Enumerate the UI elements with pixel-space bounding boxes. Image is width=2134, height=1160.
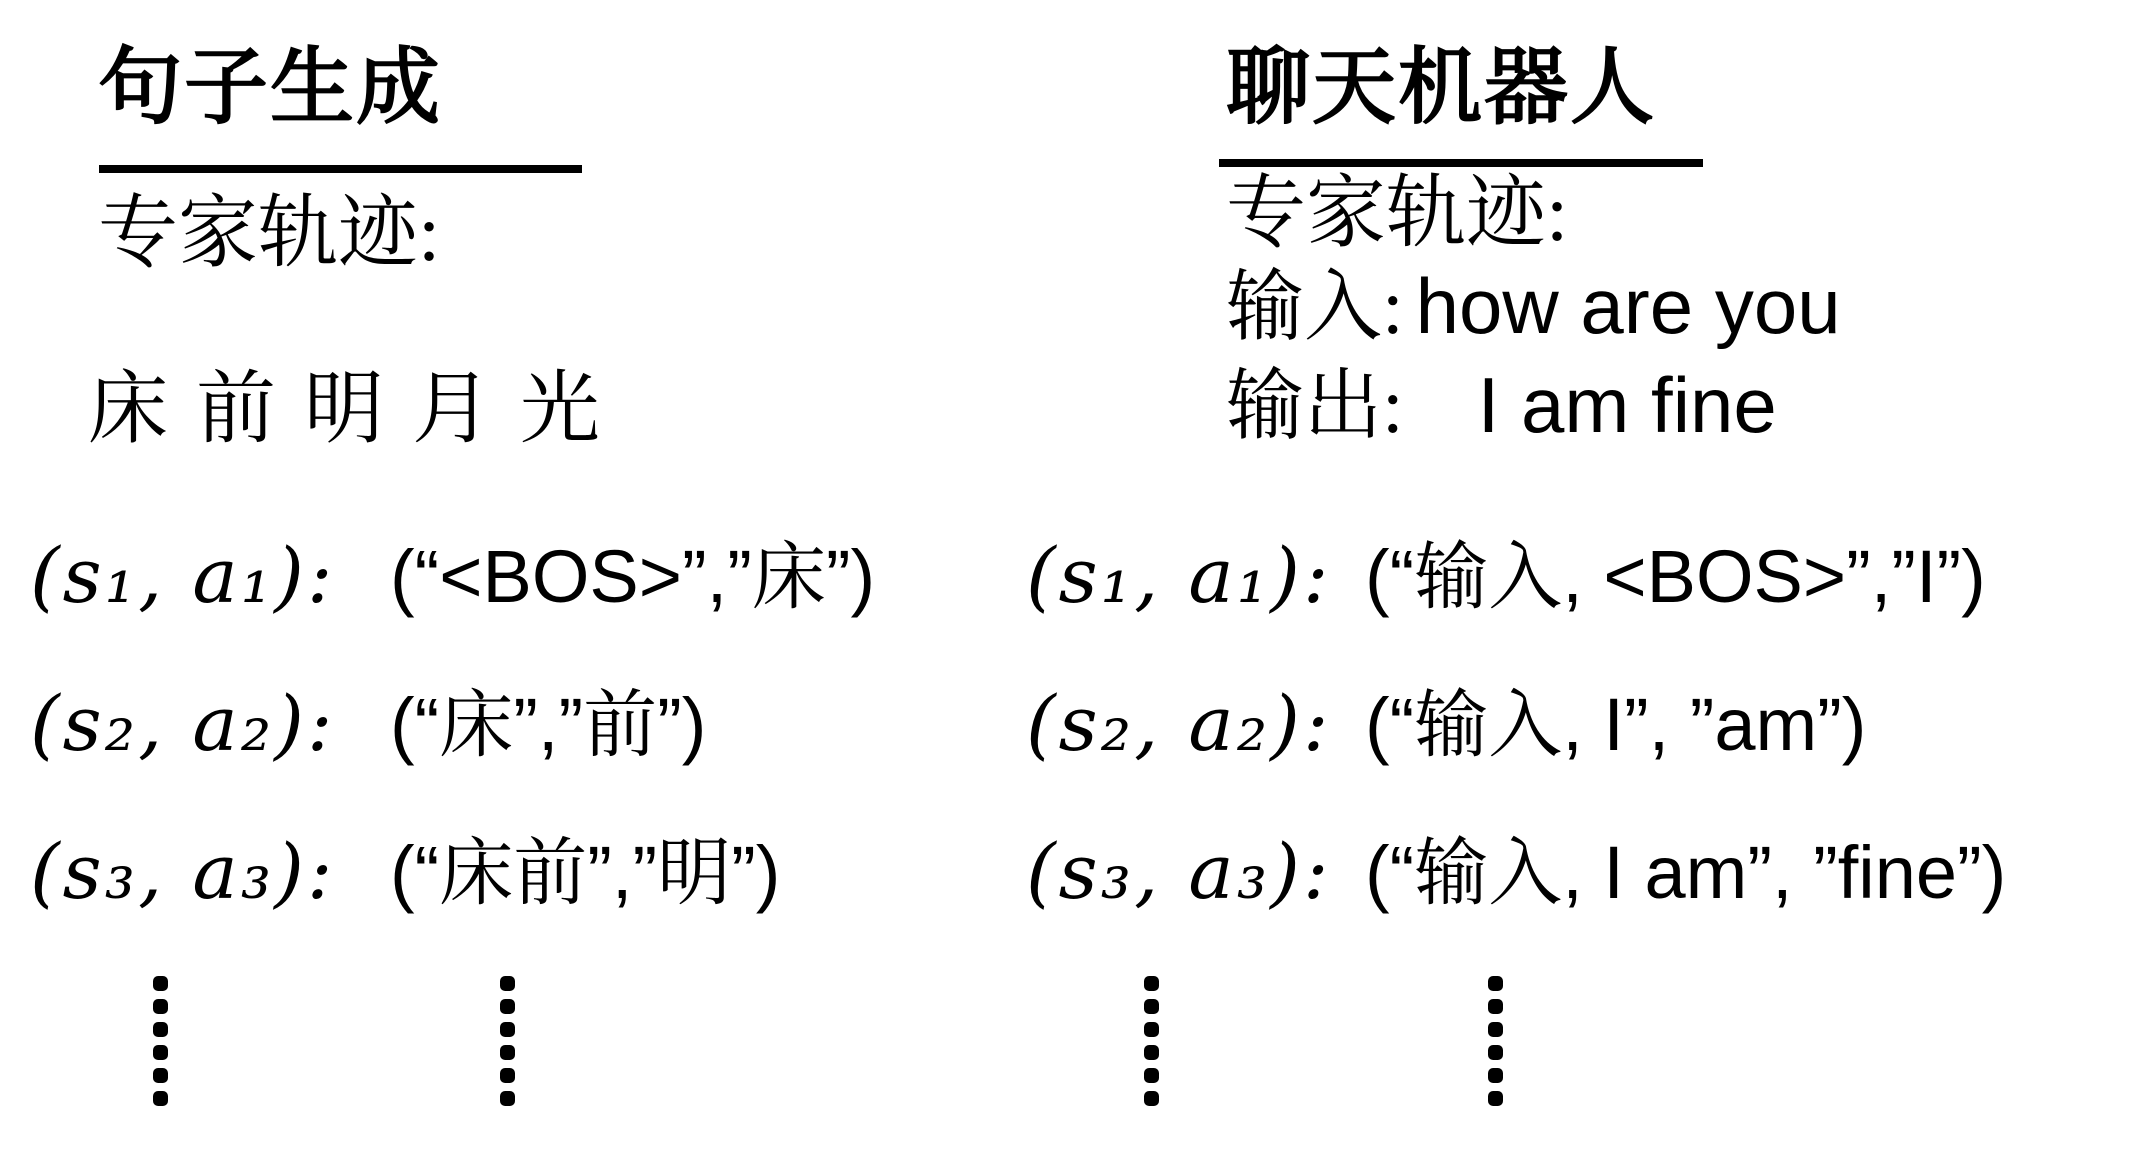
state-action-tuple: (“输入, <BOS>”,”I”) (1365, 535, 1986, 618)
state-action-label: (s₂, a₂): (30, 679, 336, 768)
chatbot-title: 聊天机器人 (1226, 42, 1657, 135)
vertical-ellipsis-icon (500, 976, 515, 1106)
state-action-tuple: (“床前”,”明”) (390, 831, 781, 914)
state-action-label: (s₁, a₁): (1026, 531, 1332, 620)
input-label: 输入: (1226, 263, 1404, 350)
state-action-tuple: (“床”,”前”) (390, 683, 707, 766)
title-underline (99, 165, 582, 173)
output-value: I am fine (1477, 361, 1777, 449)
vertical-ellipsis-icon (153, 976, 168, 1106)
state-action-tuple: (“<BOS>”,”床”) (390, 535, 876, 618)
state-action-label: (s₁, a₁): (30, 531, 336, 620)
input-line (1226, 262, 1841, 350)
vertical-ellipsis-icon (1488, 976, 1503, 1106)
state-action-tuple: (“输入, I am”, ”fine”) (1365, 831, 2007, 914)
input-value: how are you (1415, 262, 1841, 350)
output-label: 输出: (1226, 362, 1404, 449)
vertical-ellipsis-icon (1144, 976, 1159, 1106)
expert-trajectory-label: 专家轨迹: (98, 190, 441, 278)
state-action-label: (s₃, a₃): (30, 827, 336, 916)
expert-trajectory-label: 专家轨迹: (1226, 170, 1569, 258)
state-action-label: (s₂, a₂): (1026, 679, 1332, 768)
title-underline (1219, 159, 1703, 167)
state-action-tuple: (“输入, I”, ”am”) (1365, 683, 1867, 766)
example-poem-text: 床 前 明 月 光 (88, 366, 604, 454)
output-line (1226, 361, 1777, 449)
sentence-generation-title: 句子生成 (98, 42, 443, 135)
state-action-label: (s₃, a₃): (1026, 827, 1332, 916)
